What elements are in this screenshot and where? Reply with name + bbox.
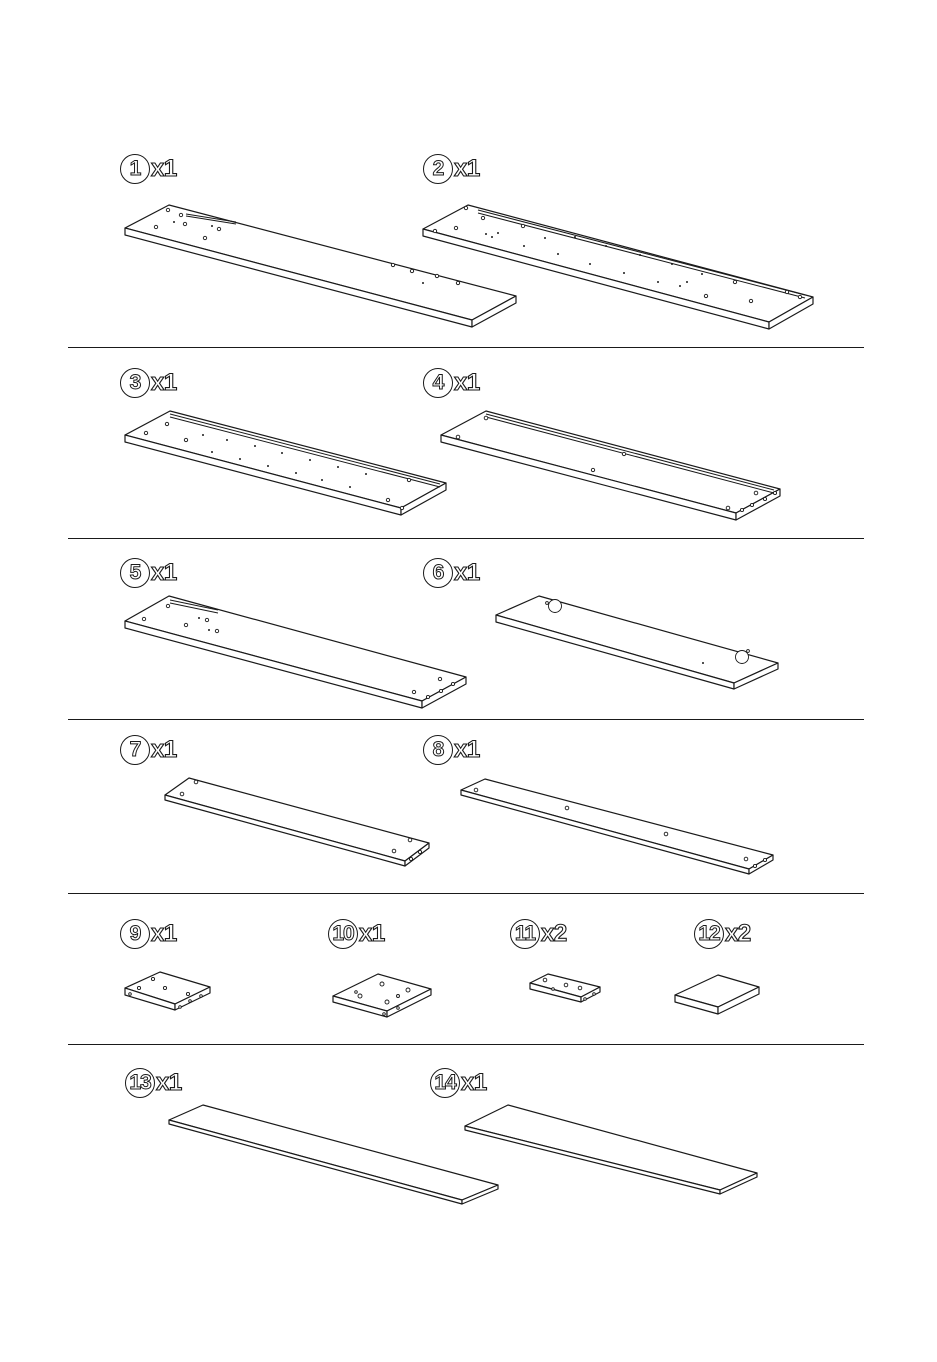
part-number-badge: 8 (423, 735, 453, 765)
part-9-board (125, 972, 210, 1010)
part-quantity: x2 (541, 920, 567, 947)
part-quantity: x1 (151, 736, 177, 763)
part-13-board (169, 1105, 498, 1204)
part-quantity: x1 (454, 559, 480, 586)
part-number-badge: 12 (694, 919, 724, 949)
part-7-board (165, 778, 429, 866)
part-quantity: x1 (156, 1069, 182, 1096)
part-quantity: x1 (454, 736, 480, 763)
part-number-badge: 6 (423, 558, 453, 588)
part-number-badge: 4 (423, 368, 453, 398)
part-quantity: x2 (725, 920, 751, 947)
part-4-board (441, 411, 780, 520)
part-number-badge: 11 (510, 919, 540, 949)
part-8-board (461, 779, 773, 874)
part-quantity: x1 (461, 1069, 487, 1096)
part-quantity: x1 (151, 155, 177, 182)
part-number-badge: 10 (328, 919, 358, 949)
part-number-badge: 13 (125, 1068, 155, 1098)
part-number-badge: 5 (120, 558, 150, 588)
part-quantity: x1 (151, 920, 177, 947)
part-quantity: x1 (151, 559, 177, 586)
part-11-board (530, 974, 600, 1002)
part-number-badge: 1 (120, 154, 150, 184)
part-quantity: x1 (454, 155, 480, 182)
part-number-badge: 14 (430, 1068, 460, 1098)
part-quantity: x1 (359, 920, 385, 947)
part-6-board (496, 596, 778, 689)
part-3-board (125, 411, 446, 515)
part-10-board (333, 974, 431, 1017)
part-quantity: x1 (151, 369, 177, 396)
part-quantity: x1 (454, 369, 480, 396)
part-number-badge: 9 (120, 919, 150, 949)
part-number-badge: 2 (423, 154, 453, 184)
part-12-board (675, 975, 759, 1014)
part-number-badge: 3 (120, 368, 150, 398)
part-14-board (465, 1105, 757, 1194)
part-number-badge: 7 (120, 735, 150, 765)
part-5-board (125, 596, 466, 708)
